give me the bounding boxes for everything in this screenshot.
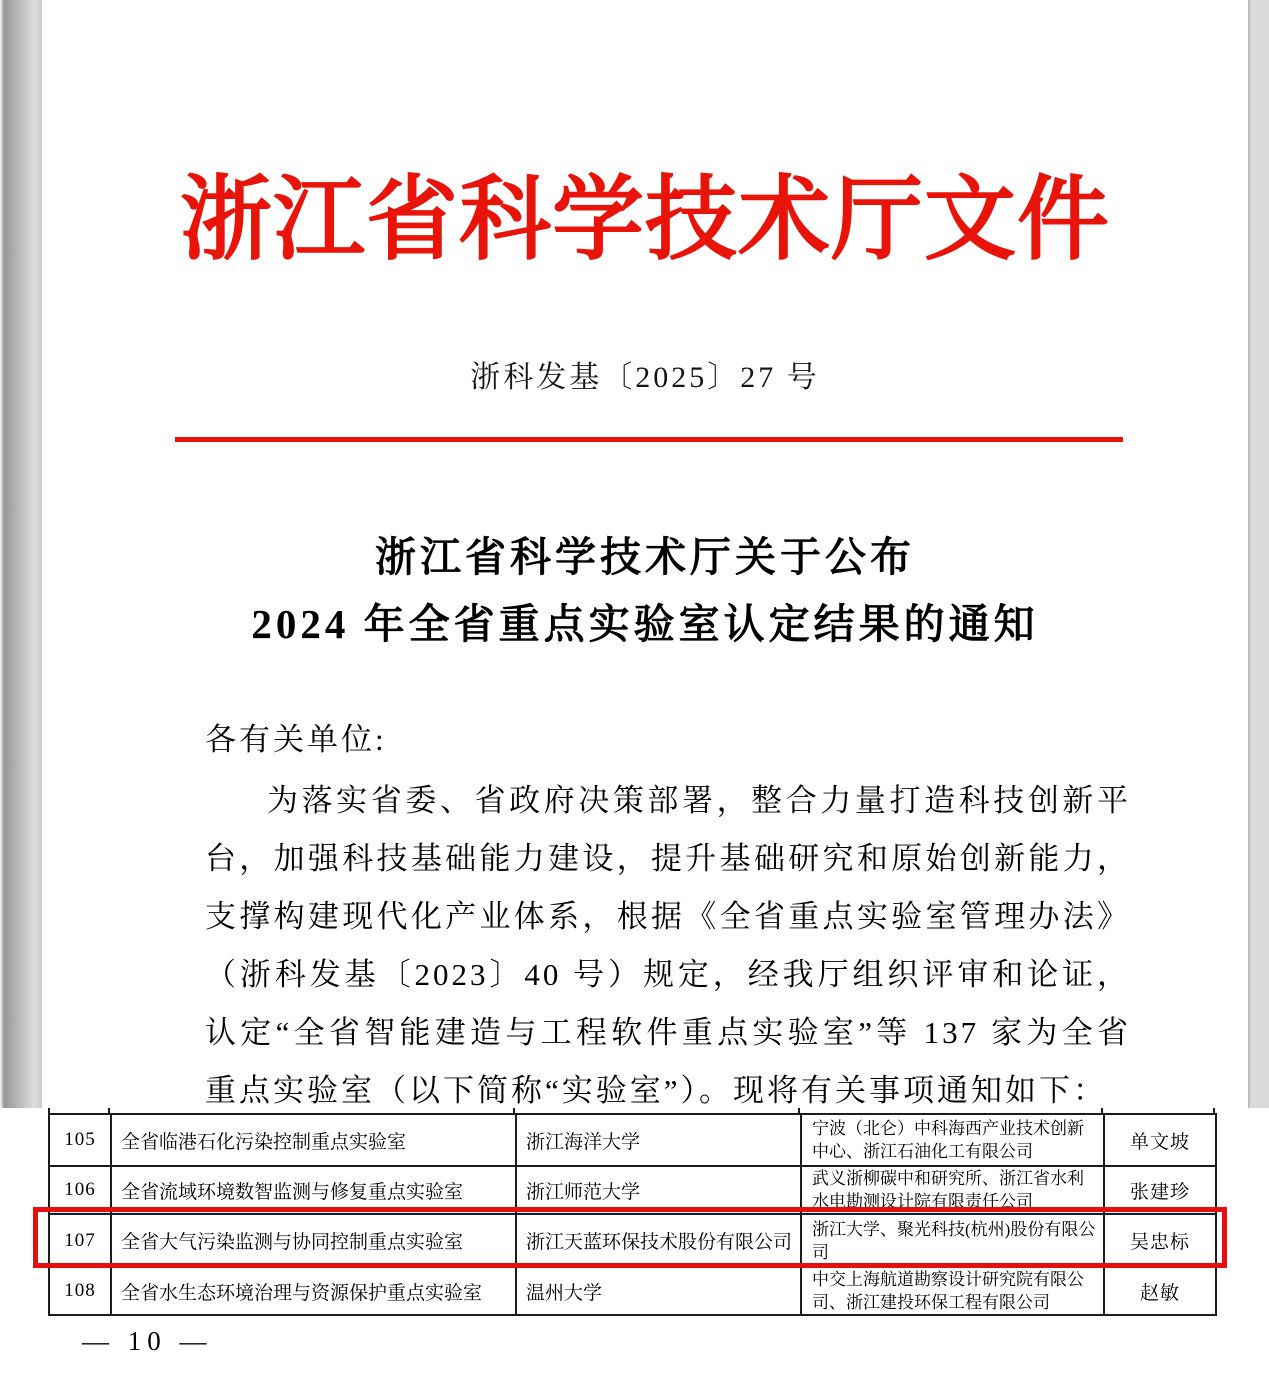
table-row [49, 1166, 1216, 1214]
body-paragraph: 为落实省委、省政府决策部署，整合力量打造科技创新平台，加强科技基础能力建设，提升基础研究和原始创新能力，支撑构建现代化产业体系，根据《全省重点实验室管理办法》（浙科发基〔2023〕40 号）规定，经我厅组织评审和论证，认定“全省智能建造与工程软件重点实验室”等 137 家为全省重点实验室（以下简称“实验室”）。现将有关事项通知如下： [205, 783, 1131, 1108]
lab-director: 张建珍 [1104, 1166, 1216, 1214]
table-row-highlighted [49, 1214, 1216, 1267]
row-number: 107 [49, 1214, 111, 1267]
lab-name: 全省临港石化污染控制重点实验室 [111, 1114, 516, 1166]
salutation: 各有关单位: [205, 722, 387, 757]
partner-orgs: 宁波（北仑）中科海西产业技术创新中心、浙江石油化工有限公司 [801, 1114, 1104, 1166]
host-org: 浙江海洋大学 [516, 1114, 801, 1166]
document-number: 浙科发基〔2025〕27 号 [470, 361, 820, 394]
partner-orgs: 武义浙柳碳中和研究所、浙江省水利水电勘测设计院有限责任公司 [801, 1166, 1104, 1214]
page-number: — 10 — [82, 1326, 213, 1356]
document-header-title: 浙江省科学技术厅文件 [179, 169, 1110, 271]
row-number: 106 [49, 1166, 111, 1214]
lab-director: 赵敏 [1104, 1267, 1216, 1315]
lab-director: 单文坡 [1104, 1114, 1216, 1166]
table-row [49, 1114, 1216, 1166]
lab-name: 全省水生态环境治理与资源保护重点实验室 [111, 1267, 516, 1315]
row-number: 105 [49, 1114, 111, 1166]
notice-title-line2: 2024 年全省重点实验室认定结果的通知 [251, 601, 1039, 647]
notice-title [42, 524, 1248, 658]
lab-name: 全省大气污染监测与协同控制重点实验室 [111, 1214, 516, 1267]
host-org: 温州大学 [516, 1267, 801, 1315]
lab-name: 全省流域环境数智监测与修复重点实验室 [111, 1166, 516, 1214]
table-row [49, 1267, 1216, 1315]
row-number: 108 [49, 1267, 111, 1315]
notice-title-line1: 浙江省科学技术厅关于公布 [375, 534, 915, 580]
key-labs-table [48, 1113, 1217, 1316]
host-org: 浙江天蓝环保技术股份有限公司 [516, 1214, 801, 1267]
host-org: 浙江师范大学 [516, 1166, 801, 1214]
red-divider-line [175, 437, 1123, 442]
partner-orgs: 中交上海航道勘察设计研究院有限公司、浙江建投环保工程有限公司 [801, 1267, 1104, 1315]
scan-left-margin [0, 0, 42, 1108]
scan-right-margin [1248, 0, 1269, 1108]
lab-table-section [0, 1108, 1269, 1386]
partner-orgs: 浙江大学、聚光科技(杭州)股份有限公司 [801, 1214, 1104, 1267]
document-page [42, 0, 1248, 1108]
lab-director: 吴忠标 [1104, 1214, 1216, 1267]
